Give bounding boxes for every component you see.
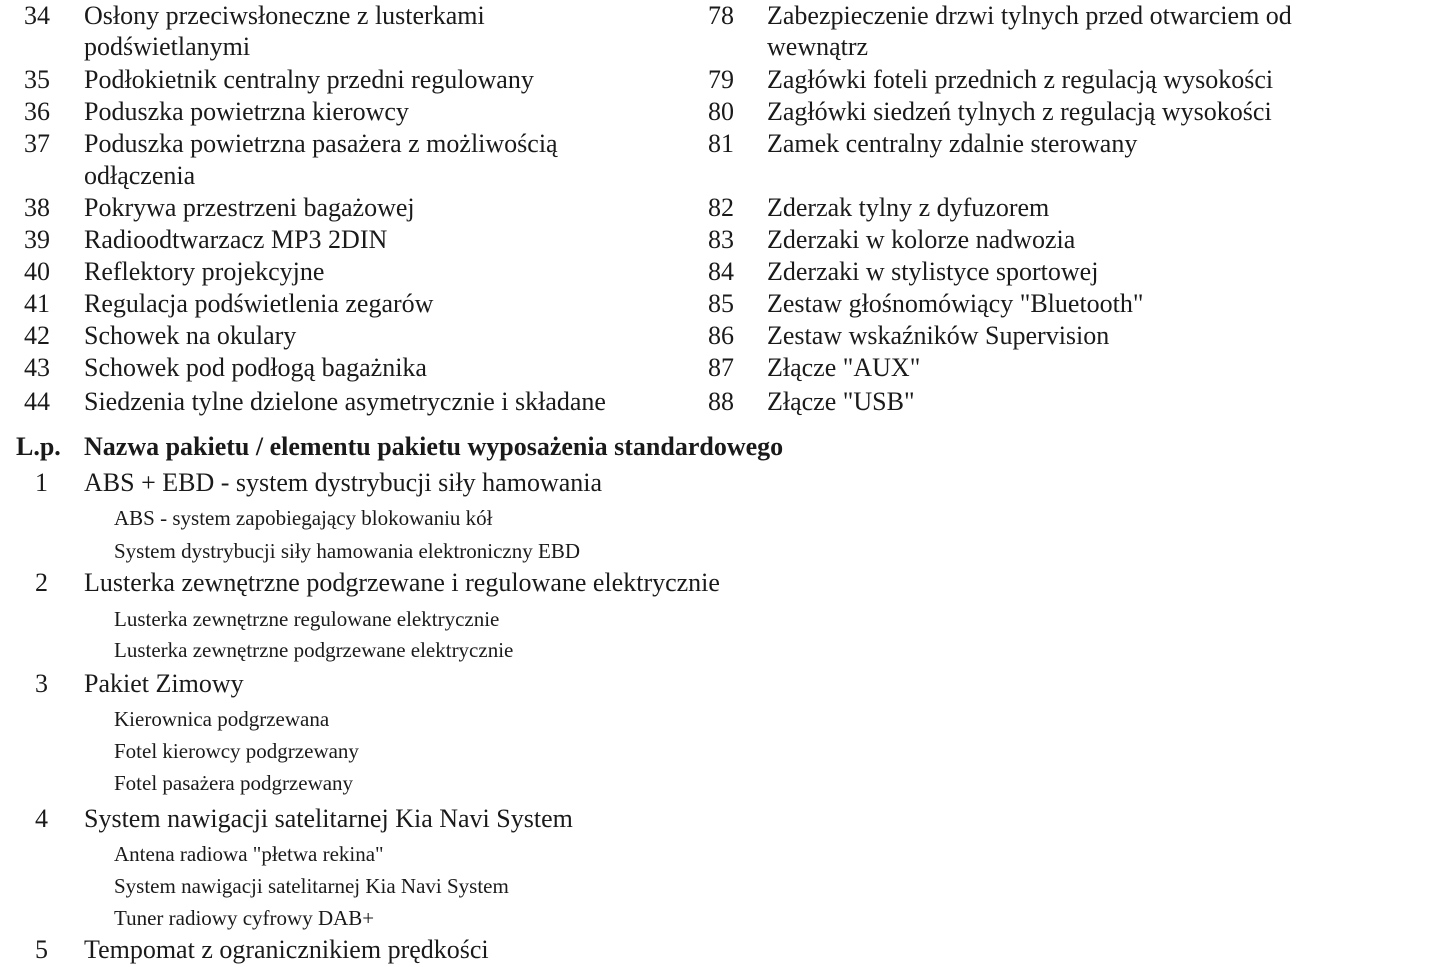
package-element: Kierownica podgrzewana	[114, 707, 330, 731]
item-number: 84	[708, 257, 734, 286]
package-number: 1	[35, 468, 48, 497]
package-name: ABS + EBD - system dystrybucji siły hamowania	[84, 468, 603, 497]
item-number: 79	[708, 65, 734, 94]
packages-header	[0, 430, 900, 464]
package-element: Antena radiowa "płetwa rekina"	[114, 842, 384, 866]
header-title: Nazwa pakietu / elementu pakietu wyposażenia standardowego	[84, 432, 784, 461]
item-number: 80	[708, 97, 734, 126]
item-text: Poduszka powietrzna kierowcy	[84, 97, 409, 126]
item-text-line2: odłączenia	[84, 161, 196, 190]
item-text: Regulacja podświetlenia zegarów	[84, 289, 434, 318]
item-number: 41	[24, 289, 50, 318]
item-text: Osłony przeciwsłoneczne z lusterkami	[84, 1, 485, 30]
item-number: 34	[24, 1, 50, 30]
item-number: 39	[24, 225, 50, 254]
item-text: Zderzaki w stylistyce sportowej	[767, 257, 1099, 286]
item-number: 82	[708, 193, 734, 222]
item-number: 83	[708, 225, 734, 254]
item-text: Zagłówki siedzeń tylnych z regulacją wysokości	[767, 97, 1272, 126]
item-text: Złącze "USB"	[767, 387, 915, 416]
package-number: 2	[35, 568, 48, 597]
item-text: Podłokietnik centralny przedni regulowany	[84, 65, 534, 94]
item-number: 37	[24, 129, 50, 158]
header-lp: L.p.	[16, 432, 61, 461]
package-element: Tuner radiowy cyfrowy DAB+	[114, 906, 375, 930]
item-text: Zagłówki foteli przednich z regulacją wysokości	[767, 65, 1274, 94]
item-number: 40	[24, 257, 50, 286]
item-number: 86	[708, 321, 734, 350]
package-row	[0, 466, 900, 500]
item-text: Zabezpieczenie drzwi tylnych przed otwarciem od	[767, 1, 1292, 30]
package-row	[0, 933, 900, 967]
package-row	[0, 802, 900, 836]
package-name: System nawigacji satelitarnej Kia Navi System	[84, 804, 573, 833]
item-text-line2: podświetlanymi	[84, 32, 251, 61]
item-text: Zamek centralny zdalnie sterowany	[767, 129, 1138, 158]
item-text: Radioodtwarzacz MP3 2DIN	[84, 225, 388, 254]
item-text: Zestaw wskaźników Supervision	[767, 321, 1110, 350]
item-number: 42	[24, 321, 50, 350]
item-number: 85	[708, 289, 734, 318]
item-text: Schowek pod podłogą bagażnika	[84, 353, 427, 382]
item-number: 35	[24, 65, 50, 94]
item-text: Siedzenia tylne dzielone asymetrycznie i składane	[84, 387, 606, 416]
item-number: 88	[708, 387, 734, 416]
item-text-line2: wewnątrz	[767, 32, 869, 61]
package-row	[0, 566, 900, 600]
item-text: Schowek na okulary	[84, 321, 297, 350]
package-name: Lusterka zewnętrzne podgrzewane i regulowane elektrycznie	[84, 568, 720, 597]
item-number: 43	[24, 353, 50, 382]
package-name: Pakiet Zimowy	[84, 669, 244, 698]
package-number: 5	[35, 935, 48, 964]
package-element: ABS - system zapobiegający blokowaniu kół	[114, 506, 493, 530]
package-number: 3	[35, 669, 48, 698]
item-text: Zderzaki w kolorze nadwozia	[767, 225, 1076, 254]
item-text: Zderzak tylny z dyfuzorem	[767, 193, 1050, 222]
item-number: 44	[24, 387, 50, 416]
package-name: Tempomat z ogranicznikiem prędkości	[84, 935, 489, 964]
item-text: Reflektory projekcyjne	[84, 257, 325, 286]
package-element: Fotel pasażera podgrzewany	[114, 771, 354, 795]
package-element: Fotel kierowcy podgrzewany	[114, 739, 359, 763]
package-number: 4	[35, 804, 48, 833]
package-element: Lusterka zewnętrzne podgrzewane elektrycznie	[114, 638, 514, 662]
item-number: 38	[24, 193, 50, 222]
item-text: Poduszka powietrzna pasażera z możliwością	[84, 129, 558, 158]
item-number: 87	[708, 353, 734, 382]
package-row	[0, 667, 900, 701]
package-element: System nawigacji satelitarnej Kia Navi System	[114, 874, 509, 898]
package-element: System dystrybucji siły hamowania elektroniczny EBD	[114, 539, 580, 563]
item-number: 78	[708, 1, 734, 30]
item-text: Złącze "AUX"	[767, 353, 921, 382]
item-number: 81	[708, 129, 734, 158]
item-text: Zestaw głośnomówiący "Bluetooth"	[767, 289, 1144, 318]
item-text: Pokrywa przestrzeni bagażowej	[84, 193, 415, 222]
package-element: Lusterka zewnętrzne regulowane elektrycznie	[114, 607, 500, 631]
item-number: 36	[24, 97, 50, 126]
